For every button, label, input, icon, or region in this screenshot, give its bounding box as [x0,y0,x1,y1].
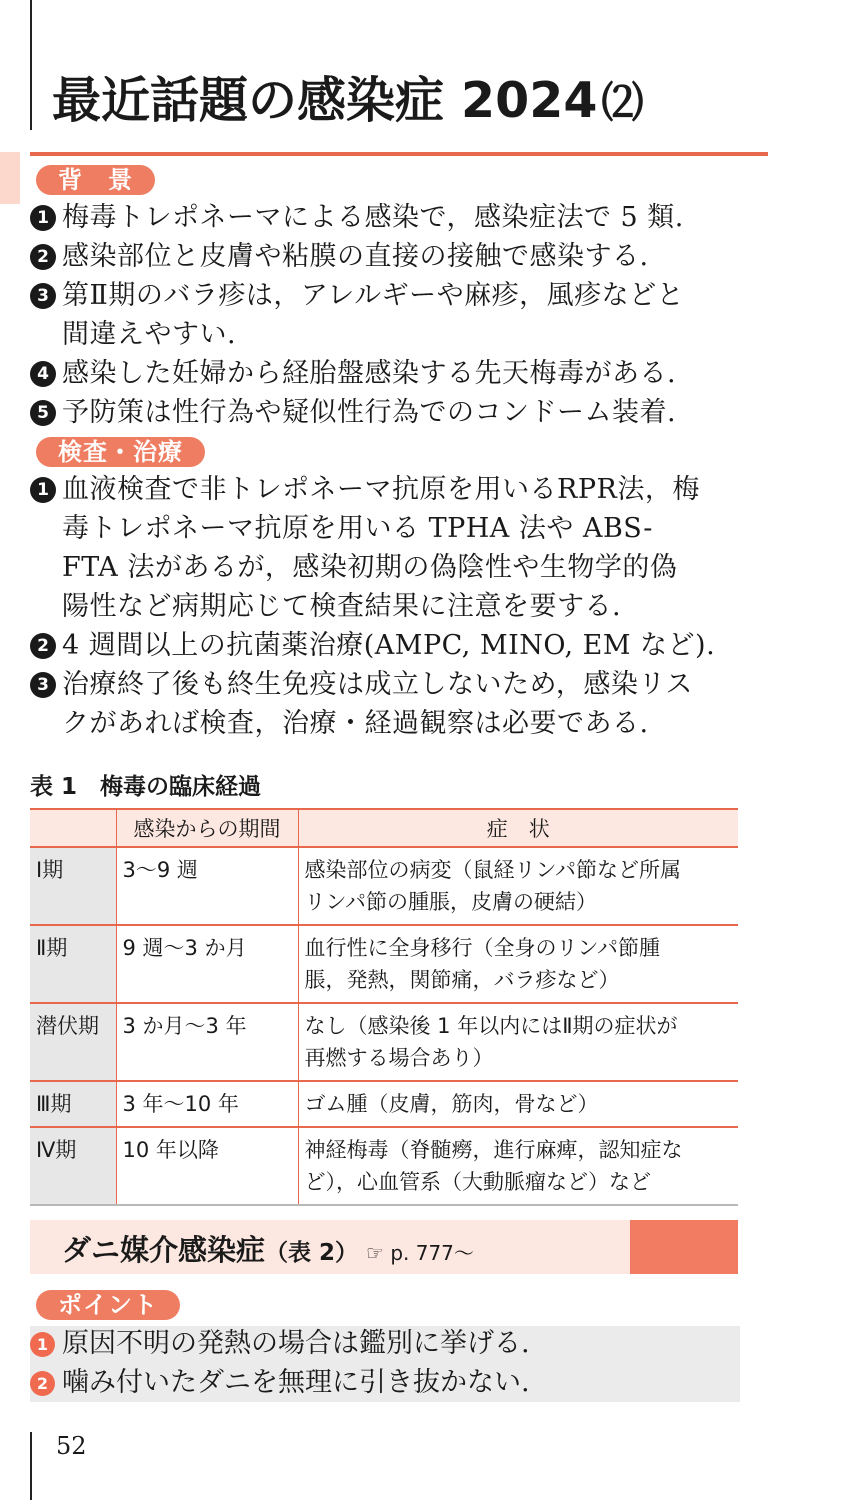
item-text-line: 第Ⅱ期のバラ疹は，アレルギーや麻疹，風疹などと [62,280,685,311]
tick-title-sub: （表 2） [265,1240,359,1266]
item-number-badge: 2 [30,633,56,659]
item-text-line: 予防策は性行為や疑似性行為でのコンドーム装着. [62,397,677,428]
item-text-line: 感染した妊婦から経胎盤感染する先天梅毒がある. [62,358,677,389]
stage-cell: 潜伏期 [30,1003,116,1081]
tick-section-accent-block [630,1220,738,1274]
page-number: 52 [56,1432,87,1460]
list-item [30,354,750,393]
point-item [30,1363,530,1402]
item-text-line: 梅毒トレポネーマによる感染で，感染症法で 5 類. [62,202,684,233]
table-header-blank [30,809,116,847]
table-header-row [30,809,738,847]
item-text-line: 治療終了後も終生免疫は成立しないため，感染リス [62,669,693,700]
symptom-cell [298,847,738,925]
symptom-line: なし（感染後 1 年以内にはⅡ期の症状が [304,1014,678,1038]
symptom-line: 感染部位の病変（鼠経リンパ節など所属 [304,858,682,882]
point-text: 原因不明の発熱の場合は鑑別に挙げる. [62,1328,530,1359]
period-cell: 9 週〜3 か月 [116,925,298,1003]
symptom-cell [298,1127,738,1205]
item-text-line: 4 週間以上の抗菌薬治療(AMPC, MINO, EM など). [62,630,716,661]
margin-line-bottom [30,1432,32,1500]
page-title [52,62,812,132]
item-number-badge: 1 [30,477,56,503]
exam-list [30,470,750,743]
table-row [30,1003,738,1081]
symptom-cell [298,925,738,1003]
item-number-badge: 5 [30,400,56,426]
tick-section-title [62,1228,474,1269]
item-text-line: 感染部位と皮膚や粘膜の直接の接触で感染する. [62,241,649,272]
tick-section-header [30,1220,738,1274]
item-text-line: 間違えやすい. [62,319,237,350]
item-number-badge: 3 [30,672,56,698]
exam-label: 検査・治療 [36,437,205,467]
symptom-line: 再燃する場合あり） [304,1046,494,1070]
symptom-cell [298,1081,738,1127]
list-item [30,626,750,665]
symptom-line: リンパ節の腫脹，皮膚の硬結） [304,890,598,914]
period-cell: 3〜9 週 [116,847,298,925]
table-header-period: 感染からの期間 [116,809,298,847]
list-item [30,276,750,354]
table-row [30,925,738,1003]
page-reference-link[interactable]: ☞ p. 777〜 [366,1241,474,1265]
period-cell: 3 か月〜3 年 [116,1003,298,1081]
symptom-line: ゴム腫（皮膚，筋肉，骨など） [304,1092,599,1116]
tick-title-main: ダニ媒介感染症 [62,1233,266,1267]
item-number-badge: 2 [30,244,56,270]
list-item [30,470,750,626]
stage-cell: Ⅲ期 [30,1081,116,1127]
title-rule [30,152,768,156]
side-tab [0,152,20,204]
background-label: 背 景 [36,165,155,195]
item-text-line: FTA 法があるが，感染初期の偽陰性や生物学的偽 [62,552,678,583]
list-item [30,237,750,276]
list-item [30,665,750,743]
stage-cell: Ⅰ期 [30,847,116,925]
symptom-line: 脹，発熱，関節痛，バラ疹など） [304,968,620,992]
item-number-badge: 3 [30,283,56,309]
list-item [30,198,750,237]
item-number-badge: 4 [30,361,56,387]
symptom-line: 神経梅毒（脊髄癆，進行麻痺，認知症な [304,1138,683,1162]
list-item [30,393,750,432]
table-row [30,1127,738,1205]
clinical-course-table [30,808,738,1206]
period-cell: 3 年〜10 年 [116,1081,298,1127]
point-number-badge: 2 [30,1371,55,1396]
table-header-symptom: 症 状 [298,809,738,847]
table-caption: 表 1 梅毒の臨床経過 [30,774,262,800]
symptom-cell [298,1003,738,1081]
margin-line-top [30,0,32,130]
stage-cell: Ⅳ期 [30,1127,116,1205]
table-row [30,847,738,925]
item-text-line: クがあれば検査，治療・経過観察は必要である. [62,708,649,739]
point-text: 噛み付いたダニを無理に引き抜かない. [62,1367,530,1398]
point-number-badge: 1 [30,1332,55,1357]
point-list [30,1324,530,1402]
period-cell: 10 年以降 [116,1127,298,1205]
symptom-line: ど），心血管系（大動脈瘤など）など [304,1170,651,1194]
item-number-badge: 1 [30,205,56,231]
background-list [30,198,750,432]
point-label: ポイント [36,1290,180,1320]
point-item [30,1324,530,1363]
page-title-main: 最近話題の感染症 2024 [52,72,598,129]
symptom-line: 血行性に全身移行（全身のリンパ節腫 [304,936,661,960]
item-text-line: 毒トレポネーマ抗原を用いる TPHA 法や ABS- [62,513,653,544]
page-title-part: ⑵ [601,78,644,127]
item-text-line: 血液検査で非トレポネーマ抗原を用いるRPR法，梅 [62,474,700,505]
table-row [30,1081,738,1127]
item-text-line: 陽性など病期応じて検査結果に注意を要する. [62,591,622,622]
stage-cell: Ⅱ期 [30,925,116,1003]
